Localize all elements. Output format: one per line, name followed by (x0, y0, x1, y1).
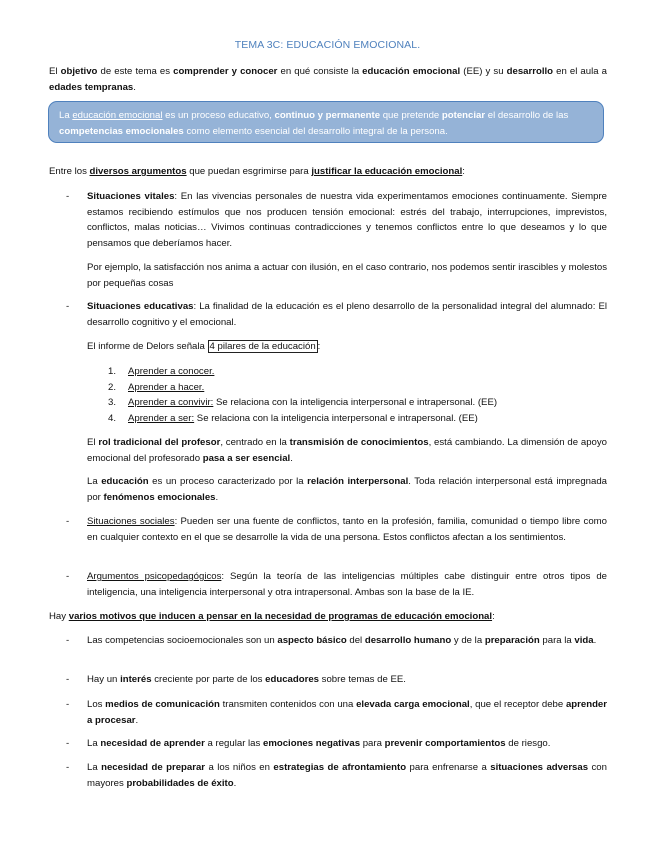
arguments-intro: Entre los diversos argumentos que puedan esgrimirse para justificar la educación emocional: (49, 166, 465, 177)
page-title: TEMA 3C: EDUCACIÓN EMOCIONAL. (234, 39, 421, 51)
pillar-item: Aprender a convivir: Se relaciona con la inteligencia interpersonal e intrapersonal. (EE) (128, 397, 498, 408)
pillars-box: 4 pilares de la educación (209, 341, 316, 352)
bullet-dash: - (66, 699, 70, 710)
intro-paragraph: El objetivo de este tema es comprender y conocer en qué consiste la educación emocional (EE) y su desarrollo en el aula a edades tempranas. (49, 66, 607, 93)
rol-profesor-paragraph: El rol tradicional del profesor, centrado en la transmisión de conocimientos, está cambiando. La dimensión de apoyo emocional del profesorado pasa a ser esencial. (87, 437, 607, 464)
bullet-dash: - (66, 301, 70, 312)
pillar-number: 2. (108, 382, 117, 393)
motivo-item: Las competencias socioemocionales son un aspecto básico del desarrollo humano y de la preparación para la vida. (87, 635, 597, 646)
bullet-dash: - (66, 516, 70, 527)
pillar-item: Aprender a conocer. (128, 366, 215, 377)
bullet-dash: - (66, 674, 70, 685)
situaciones-educativas: Situaciones educativas: La finalidad de la educación es el pleno desarrollo de la personalidad integral del alumnado: El desarrollo cognitivo y el emocional. (87, 301, 607, 328)
pillar-item: Aprender a ser: Se relaciona con la inteligencia interpersonal e intrapersonal. (EE) (128, 413, 478, 424)
bullet-dash: - (66, 191, 70, 202)
situaciones-vitales: Situaciones vitales: En las vivencias personales de nuestra vida experimentamos emociones continuamente. Siempre estamos recibiendo estímulos que nos producen tensión emocional: estrés del trabajo, interrupciones, imprevistos, conflictos, malas noticias… Vivimos continuas contradicciones y tenemos conflictos entre lo que deseamos y lo que pensamos que deberíamos hacer. (87, 191, 607, 249)
pillar-number: 4. (108, 413, 117, 424)
bullet-dash: - (66, 571, 70, 582)
delors-sentence: El informe de Delors señala 4 pilares de la educación : (87, 341, 321, 352)
motivos-intro: Hay varios motivos que inducen a pensar en la necesidad de programas de educación emocional: (49, 611, 495, 622)
bullet-dash: - (66, 635, 70, 646)
pillar-number: 1. (108, 366, 117, 377)
argumentos-psicopedagogicos: Argumentos psicopedagógicos: Según la teoría de las inteligencias múltiples cabe distinguir entre otros tipos de inteligencia, una inteligencia interpersonal y otra intrapersonal. Ambas son la base de la IE. (87, 571, 607, 598)
situaciones-sociales: Situaciones sociales: Pueden ser una fuente de conflictos, tanto en la profesión, familia, comunidad o tiempo libre como en cualquier contexto en el que se desarrolle la vida de una persona. Estos conflictos afectan a los sentimientos. (87, 516, 607, 543)
motivo-item: Los medios de comunicación transmiten contenidos con una elevada carga emocional, que el receptor debe aprender a procesar. (87, 699, 607, 726)
motivo-item: Hay un interés creciente por parte de los educadores sobre temas de EE. (87, 674, 406, 685)
situaciones-vitales-example: Por ejemplo, la satisfacción nos anima a actuar con ilusión, en el caso contrario, nos podemos sentir irascibles y molestos por pequeñas cosas (87, 262, 607, 289)
motivo-item: La necesidad de preparar a los niños en estrategias de afrontamiento para enfrenarse a situaciones adversas con mayores probabilidades de éxito. (87, 762, 607, 789)
pillar-item: Aprender a hacer. (128, 382, 205, 393)
definition-callout: La educación emocional es un proceso educativo, continuo y permanente que pretende potenciar el desarrollo de las competencias emocionales como elemento esencial del desarrollo integral de la persona. (48, 101, 604, 143)
bullet-dash: - (66, 738, 70, 749)
educacion-paragraph: La educación es un proceso caracterizado por la relación interpersonal. Toda relación interpersonal está impregnada por fenómenos emocionales. (87, 476, 608, 503)
pillar-number: 3. (108, 397, 117, 408)
motivo-item: La necesidad de aprender a regular las emociones negativas para prevenir comportamientos de riesgo. (87, 738, 551, 749)
bullet-dash: - (66, 762, 70, 773)
